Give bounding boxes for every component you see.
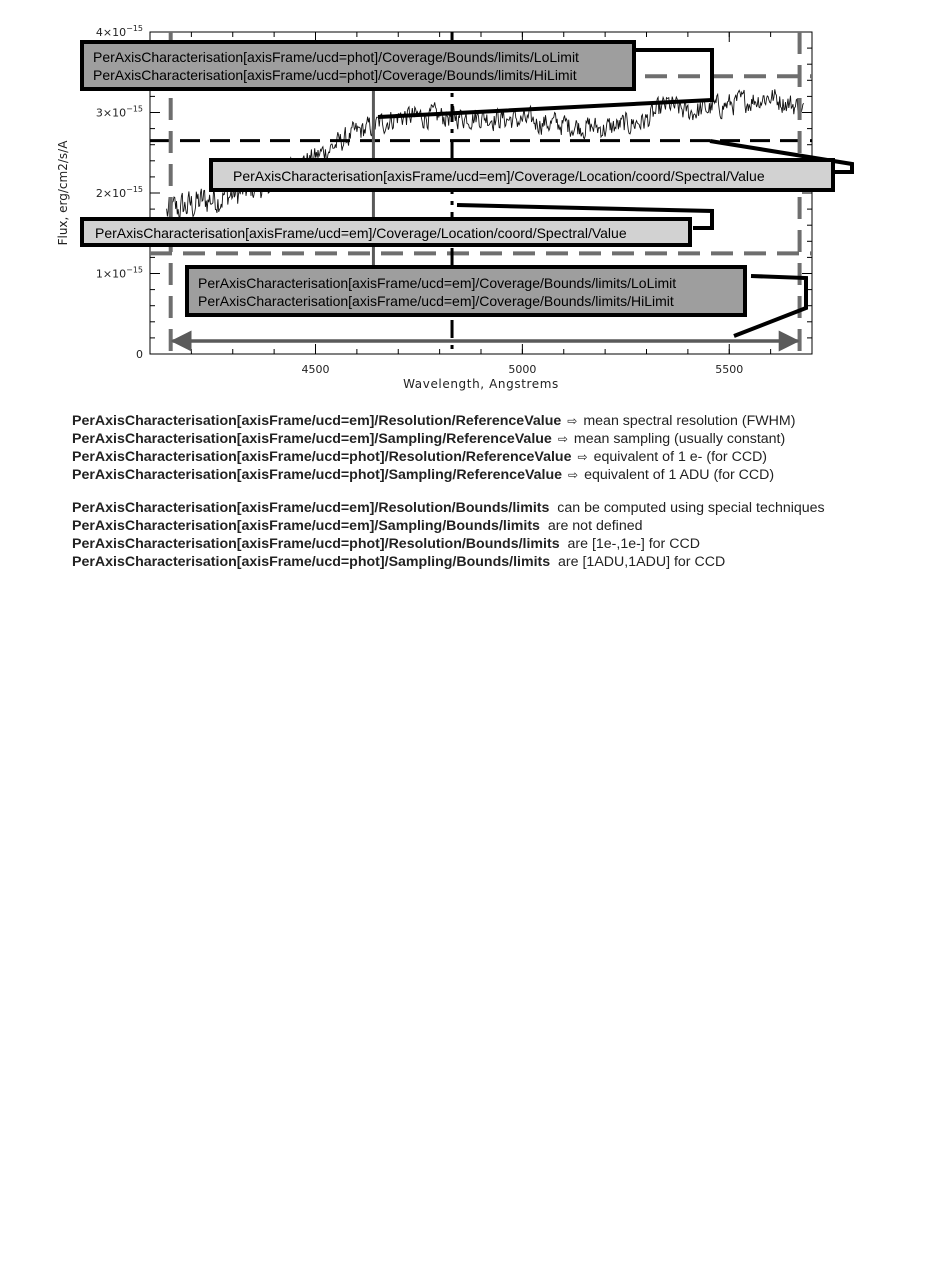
note-term: PerAxisCharacterisation[axisFrame/ucd=phot]/Sampling/Bounds/limits [72,554,551,570]
note-term: PerAxisCharacterisation[axisFrame/ucd=em]/Resolution/Bounds/limits [72,500,550,516]
note-line [72,499,825,517]
callout-line: PerAxisCharacterisation[axisFrame/ucd=phot]/Coverage/Bounds/limits/LoLimit [93,49,579,65]
note-description: can be computed using special techniques [557,500,825,516]
y-tick-label: $1\times 10^{-15}$ [95,265,143,281]
y-tick-label: $4\times 10^{-15}$ [95,24,143,39]
note-description: equivalent of 1 e- (for CCD) [593,449,768,465]
callout-line: PerAxisCharacterisation[axisFrame/ucd=em]/Coverage/Bounds/limits/LoLimit [198,275,677,291]
right-arrow-icon: ⇨ [567,414,578,428]
note-description: are [1e-,1e-] for CCD [567,536,700,552]
callout-line: PerAxisCharacterisation[axisFrame/ucd=em]/Coverage/Bounds/limits/HiLimit [198,293,674,309]
callout-em-bounds [187,267,745,315]
callout-line: PerAxisCharacterisation[axisFrame/ucd=em]/Coverage/Location/coord/Spectral/Value [233,168,765,184]
x-axis-title: Wavelength, Angstrems [403,377,559,391]
note-term: PerAxisCharacterisation[axisFrame/ucd=phot]/Resolution/ReferenceValue [72,449,572,465]
y-tick-label: 0 [136,348,143,361]
note-line [72,535,825,553]
spectrum-line [167,89,804,220]
callout-line: PerAxisCharacterisation[axisFrame/ucd=em]/Coverage/Location/coord/Spectral/Value [95,225,627,241]
note-term: PerAxisCharacterisation[axisFrame/ucd=em]/Resolution/ReferenceValue [72,413,562,429]
note-line [72,430,825,448]
note-line [72,517,825,535]
note-line [72,412,825,430]
callout-phot-bounds [82,42,634,89]
y-tick-label: $3\times 10^{-15}$ [95,104,143,120]
x-tick-label: 4500 [301,363,330,376]
callout-line: PerAxisCharacterisation[axisFrame/ucd=phot]/Coverage/Bounds/limits/HiLimit [93,67,577,83]
note-term: PerAxisCharacterisation[axisFrame/ucd=phot]/Resolution/Bounds/limits [72,536,560,552]
note-line [72,553,825,571]
x-tick-label: 5500 [715,363,744,376]
note-description: equivalent of 1 ADU (for CCD) [584,467,775,483]
notes-section [72,412,825,571]
callout-phot-location [211,160,833,190]
x-tick-labels [302,363,744,376]
note-term: PerAxisCharacterisation[axisFrame/ucd=phot]/Sampling/ReferenceValue [72,467,563,483]
note-description: mean spectral resolution (FWHM) [583,413,796,429]
callout-em-location [82,219,690,245]
right-arrow-icon: ⇨ [577,450,588,464]
notes-group-bounds [72,499,825,571]
y-axis-title: Flux, erg/cm2/s/A [56,140,70,246]
note-description: are not defined [547,518,643,534]
note-term: PerAxisCharacterisation[axisFrame/ucd=em]/Sampling/ReferenceValue [72,431,552,447]
notes-group-reference-values [72,412,825,484]
spectrum-chart [0,0,926,400]
right-arrow-icon: ⇨ [557,432,568,446]
note-line [72,448,825,466]
note-line [72,466,825,484]
note-description: are [1ADU,1ADU] for CCD [558,554,726,570]
note-term: PerAxisCharacterisation[axisFrame/ucd=em]/Sampling/Bounds/limits [72,518,540,534]
note-description: mean sampling (usually constant) [573,431,786,447]
right-arrow-icon: ⇨ [568,468,579,482]
x-tick-label: 5000 [508,363,537,376]
y-tick-label: $2\times 10^{-15}$ [95,185,143,200]
